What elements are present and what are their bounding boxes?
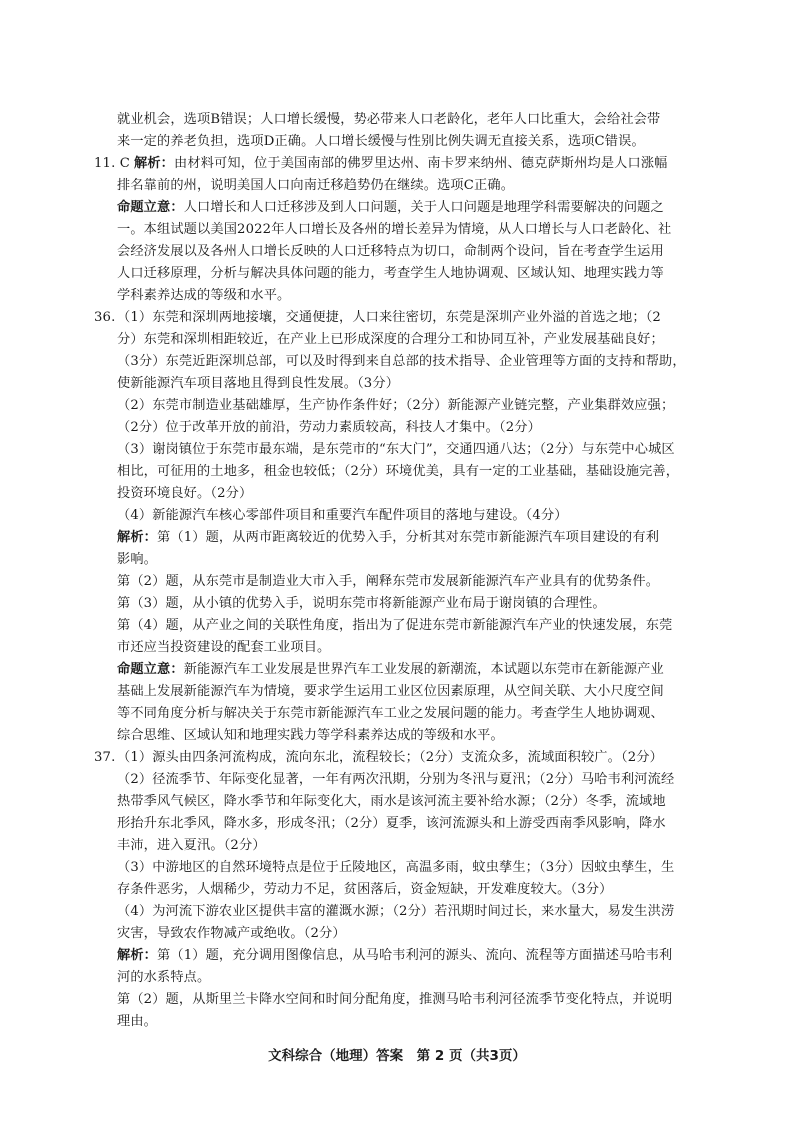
line-text: 理由。	[117, 1014, 158, 1029]
section-label: 命题立意：	[117, 200, 184, 215]
section-label: 解析：	[117, 530, 158, 545]
text-line	[117, 924, 346, 944]
page-footer: 文科综合（地理）答案 第 2 页（共3页）	[268, 1048, 526, 1064]
text-line	[117, 902, 674, 922]
line-text: 第（1）题，从两市距离较近的优势入手，分析其对东莞市新能源汽车项目建设的有利	[157, 530, 660, 545]
text-line	[117, 418, 541, 438]
line-text: 学科素养达成的等级和水平。	[117, 288, 291, 303]
text-line	[117, 638, 330, 658]
line-text: 丰沛，进入夏汛。（2分）	[117, 838, 266, 853]
text-line	[117, 880, 612, 900]
line-text: 第（2）题，从斯里兰卡降水空间和时间分配角度，推测马哈韦利河径流季节变化特点，并说明	[117, 992, 673, 1007]
text-line	[117, 572, 659, 592]
line-text: 基础上发展新能源汽车为情境，要求学生运用工业区位因素原理，从空间关联、大小尺度空间	[117, 684, 664, 699]
line-text: 人口增长和人口迁移涉及到人口问题，关于人口问题是地理学科需要解决的问题之	[183, 200, 664, 215]
text-line	[117, 660, 664, 680]
line-text: 来一定的养老负担，选项D正确。人口增长缓慢与性别比例失调无直接关系，选项C错误。	[117, 134, 645, 149]
text-line	[117, 1012, 157, 1032]
line-text: 市还应当投资建设的配套工业项目。	[117, 640, 331, 655]
line-text: 热带季风气候区，降水季节和年际变化大，雨水是该河流主要补给水源；（2分）冬季，流域地	[117, 794, 666, 809]
text-line	[117, 330, 664, 350]
section-label: 解析：	[117, 948, 158, 963]
question-number: 11. C	[94, 156, 131, 171]
text-line	[117, 836, 266, 856]
line-text: 河的水系特点。	[117, 970, 211, 985]
line-text: （2）东莞市制造业基础雄厚，生产协作条件好；（2分）新能源产业链完整，产业集群效应强；	[117, 398, 675, 413]
text-line	[117, 110, 660, 130]
text-line	[117, 264, 664, 284]
text-line	[117, 352, 686, 372]
line-text: 排名靠前的州，说明美国人口向南迁移趋势仍在继续。选项C正确。	[117, 178, 515, 193]
line-text: （4）新能源汽车核心零部件项目和重要汽车配件项目的落地与建设。（4分）	[117, 508, 568, 523]
line-text: 等不同角度分析与解决关于东莞市新能源汽车工业之发展问题的能力。考查学生人地协调观、	[117, 706, 664, 721]
text-line	[117, 462, 679, 482]
line-text: （3）谢岗镇位于东莞市最东端，是东莞市的“东大门”，交通四通八达；（2分）与东莞中心城区	[117, 442, 675, 457]
line-text: 就业机会，选项B错误；人口增长缓慢，势必带来人口老龄化，老年人口比重大，会给社会带	[117, 112, 661, 127]
text-line	[117, 682, 664, 702]
text-line	[117, 946, 672, 966]
line-text: 存条件恶劣，人烟稀少，劳动力不足，贫困落后，资金短缺，开发难度较大。（3分）	[117, 882, 613, 897]
text-line	[117, 990, 672, 1010]
text-line	[117, 242, 664, 262]
text-line	[117, 198, 664, 218]
section-label: 命题立意：	[117, 662, 184, 677]
line-text: 新能源汽车工业发展是世界汽车工业发展的新潮流，本试题以东莞市在新能源产业	[183, 662, 664, 677]
line-text: 综合思维、区域认知和地理实践力等学科素养达成的等级和水平。	[117, 728, 504, 743]
line-text: 第（4）题，从产业之间的关联性角度，指出为了促进东莞市新能源汽车产业的快速发展，东莞	[117, 618, 673, 633]
line-text: 使新能源汽车项目落地且得到良性发展。（3分）	[117, 376, 400, 391]
line-text: 相比，可征用的土地多，租金也较低；（2分）环境优美，具有一定的工业基础，基础设施完善，	[117, 464, 680, 479]
line-text: 会经济发展以及各州人口增长反映的人口迁移特点为切口，命制两个设问，旨在考查学生运用	[117, 244, 664, 259]
section-label: 解析：	[134, 156, 175, 171]
text-line	[117, 616, 672, 636]
line-text: 形抬升东北季风，降水多，形成冬汛；（2分）夏季，该河流源头和上游受西南季风影响，降水	[117, 816, 666, 831]
line-text: （4）为河流下游农业区提供丰富的灌溉水源；（2分）若汛期时间过长，来水量大，易发生洪涝	[117, 904, 675, 919]
text-line	[117, 770, 674, 790]
text-line	[117, 858, 674, 878]
line-text: （3分）东莞近距深圳总部，可以及时得到来自总部的技术指导、企业管理等方面的支持和帮助，	[117, 354, 686, 369]
line-text: 第（1）题，充分调用图像信息，从马哈韦利河的源头、流向、流程等方面描述马哈韦利	[157, 948, 673, 963]
line-text: （3）中游地区的自然环境特点是位于丘陵地区，高温多雨，蚊虫孳生；（3分）因蚊虫孳生，生	[117, 860, 675, 875]
text-line	[117, 484, 252, 504]
text-line	[117, 506, 568, 526]
text-line	[117, 286, 290, 306]
text-line	[117, 440, 675, 460]
text-line	[117, 792, 666, 812]
text-line	[94, 154, 668, 174]
line-text: （1）源头由四条河流构成，流向东北，流程较长；（2分）支流众多，流域面积较广。（2分）	[117, 750, 663, 765]
line-text: （2分）位于改革开放的前沿，劳动力素质较高，科技人才集中。（2分）	[117, 420, 541, 435]
line-text: （1）东莞和深圳两地接壤，交通便捷，人口来往密切，东莞是深圳产业外溢的首选之地；（2	[117, 310, 661, 325]
text-line	[117, 968, 210, 988]
line-text: 一。本组试题以美国2022年人口增长及各州的增长差异为情境，从人口增长与人口老龄化、社	[117, 222, 672, 237]
text-line	[117, 374, 399, 394]
question-number: 36.	[94, 310, 116, 325]
text-line	[117, 176, 514, 196]
line-text: 分）东莞和深圳相距较近，在产业上已形成深度的合理分工和协同互补，产业发展基础良好；	[117, 332, 664, 347]
text-line	[117, 528, 659, 548]
line-text: 人口迁移原理，分析与解决具体问题的能力，考查学生人地协调观、区域认知、地理实践力等	[117, 266, 664, 281]
text-line	[117, 704, 664, 724]
line-text: 由材料可知，位于美国南部的佛罗里达州、南卡罗来纳州、德克萨斯州均是人口涨幅	[174, 156, 668, 171]
line-text: 第（2）题，从东莞市是制造业大市入手，阐释东莞市发展新能源汽车产业具有的优势条件。	[117, 574, 660, 589]
line-text: 投资环境良好。（2分）	[117, 486, 253, 501]
question-number: 37.	[94, 750, 116, 765]
text-line	[117, 220, 671, 240]
text-line	[117, 132, 645, 152]
line-text: 影响。	[117, 552, 158, 567]
line-text: 第（3）题，从小镇的优势入手，说明东莞市将新能源产业布局于谢岗镇的合理性。	[117, 596, 606, 611]
line-text: 灾害，导致农作物减产或绝收。（2分）	[117, 926, 346, 941]
text-line	[117, 814, 666, 834]
text-line	[117, 726, 504, 746]
line-text: （2）径流季节、年际变化显著，一年有两次汛期，分别为冬汛与夏汛；（2分）马哈韦利河流经	[117, 772, 675, 787]
text-line	[117, 550, 157, 570]
text-line	[117, 396, 674, 416]
text-line	[117, 594, 606, 614]
text-line	[94, 748, 663, 768]
text-line	[94, 308, 661, 328]
